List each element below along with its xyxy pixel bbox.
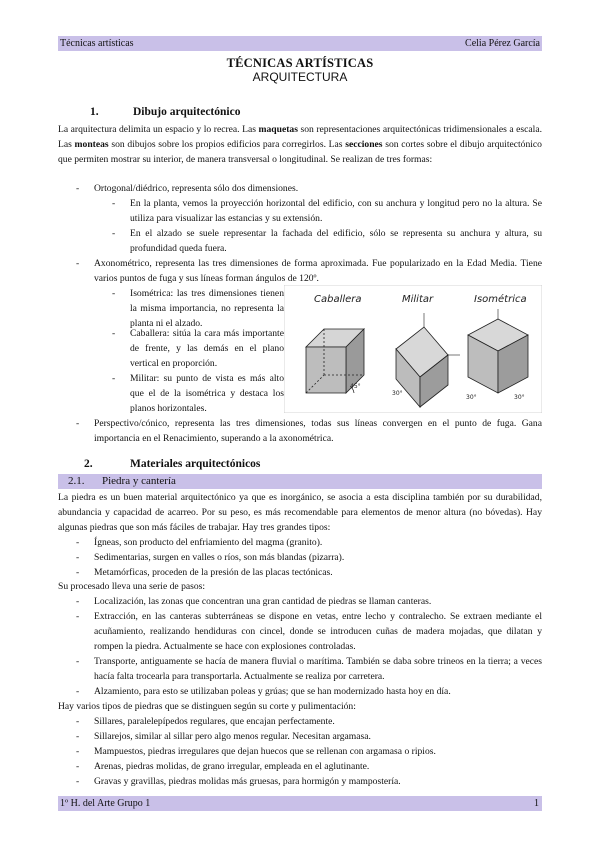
sub-bullet-planta: En la planta, vemos la proyección horizontal del edificio, con su anchura y longitud pero no la altura. Se utiliza para visualizar las estancias y su extensión.: [130, 198, 542, 224]
bullet-dash: -: [76, 611, 80, 622]
bullet-dash: -: [76, 686, 80, 697]
page-header: [58, 36, 542, 51]
section-1-title: Dibujo arquitectónico: [133, 106, 241, 118]
document-title: TÉCNICAS ARTÍSTICAS: [226, 56, 374, 70]
bullet-dash: -: [112, 328, 116, 339]
piedra-item: Sillares, paralelepípedos regulares, que encajan perfectamente.: [94, 716, 335, 727]
figure-label-isometrica: Isométrica: [474, 294, 527, 305]
document-subtitle: ARQUITECTURA: [252, 70, 348, 84]
piedra-item: Gravas y gravillas, piedras molidas más gruesas, para hormigón y mampostería.: [94, 776, 401, 787]
header-left: Técnicas artísticas: [60, 38, 134, 49]
intro-text-4: son cortes sobre el dibujo arquitectónico que permiten mostrar su interior, de manera transversal o longitudinal. Se realizan de tres formas:: [58, 139, 542, 165]
piedra-item: Arenas, piedras molidas, de grano irregular, empleada en el aglutinante.: [94, 761, 370, 772]
section-2-title: Materiales arquitectónicos: [130, 458, 261, 470]
sub-bullet-alzado: En el alzado se suele representar la fachada del edificio, sólo se representa su anchura y altura, su profundidad queda fuera.: [130, 228, 542, 254]
axonometric-projections-figure: [284, 285, 542, 413]
bullet-dash: -: [76, 552, 80, 563]
figure-label-caballera: Caballera: [314, 294, 362, 305]
paso-item: Alzamiento, para esto se utilizaban poleas y grúas; que se han modernizado hasta hoy en día.: [94, 686, 451, 697]
bullet-ortogonal: Ortogonal/diédrico, representa sólo dos dimensiones.: [94, 183, 299, 194]
subsection-2-1-heading: [58, 474, 542, 489]
angle-label-30-militar: 30°: [392, 390, 403, 397]
bullet-dash: -: [76, 746, 80, 757]
paso-item: Transporte, antiguamente se hacía de manera fluvial o marítima. También se daba sobre trineos en la tierra; a veces hacía falta trocearla para transportarla. Actualmente se realiza por carretera.: [94, 656, 542, 682]
tipo-item: Ígneas, son producto del enfriamiento del magma (granito).: [94, 537, 323, 548]
bullet-dash: -: [76, 567, 80, 578]
subsection-2-1-title: Piedra y cantería: [102, 475, 176, 487]
bullet-dash: -: [76, 716, 80, 727]
bullet-dash: -: [76, 731, 80, 742]
bullet-dash: -: [76, 418, 80, 429]
paso-item: Extracción, en las canteras subterráneas se dispone en vetas, entre lecho y contralecho. Se extraen mediante el acuñamiento, realizando hendiduras con cincel, donde se introducen cuñas de madera mojadas, que dilatan y rompen la piedra. Actualmente se hace con explosiones controladas.: [94, 611, 542, 652]
section-1-number: 1.: [90, 106, 99, 118]
sub-bullet-militar: Militar: su punto de vista es más alto que el de la isométrica y destaca los planos horizontales.: [130, 373, 284, 414]
figure-label-militar: Militar: [402, 294, 434, 305]
piedra-paragraph: La piedra es un buen material arquitectónico ya que es inorgánico, se asocia a esta disciplina también por su durabilidad, abundancia y capacidad de acarreo. Por su peso, es más recomendable para elementos de menor altura (no bóvedas). Hay algunas piedras que son más fáciles de trabajar. Hay tres grandes tipos:: [58, 492, 542, 533]
intro-text-1: La arquitectura delimita un espacio y lo recrea. Las: [58, 124, 259, 135]
tipo-item: Sedimentarias, surgen en valles o ríos, son más blandas (pizarra).: [94, 552, 345, 563]
bullet-perspectivo: Perspectivo/cónico, representa las tres dimensiones, todas sus líneas convergen en el punto de fuga. Gana importancia en el Renacimiento, superando a la axonométrica.: [94, 418, 542, 444]
intro-text-2: son representaciones arquitectónicas tridimensionales a escala. Las: [58, 124, 542, 150]
intro-term-maquetas: maquetas: [258, 124, 298, 135]
bullet-dash: -: [76, 656, 80, 667]
bullet-dash: -: [76, 596, 80, 607]
bullet-dash: -: [76, 537, 80, 548]
tipos-piedras-paragraph: Hay varios tipos de piedras que se distinguen según su corte y pulimentación:: [58, 701, 356, 712]
procesado-paragraph: Su procesado lleva una serie de pasos:: [58, 581, 206, 592]
paso-item: Localización, las zonas que concentran una gran cantidad de piedras se llaman canteras.: [94, 596, 432, 607]
bullet-dash: -: [76, 258, 80, 269]
bullet-axonometrico: Axonométrico, representa las tres dimensiones de forma aproximada. Fue popularizado en la Edad Media. Tiene varios puntos de fuga y sus líneas forman ángulos de 120º.: [94, 258, 542, 284]
bullet-dash: -: [76, 183, 80, 194]
sub-bullet-isometrica: Isométrica: las tres dimensiones tienen la misma importancia, no representa la planta ni el alzado.: [130, 288, 284, 329]
piedra-item: Mampuestos, piedras irregulares que dejan huecos que se rellenan con argamasa o ripios.: [94, 746, 436, 757]
footer-left: 1º H. del Arte Grupo 1: [60, 798, 151, 809]
angle-label-30-iso-right: 30°: [514, 394, 525, 401]
angle-label-30-iso-left: 30°: [466, 394, 477, 401]
tipo-item: Metamórficas, proceden de la presión de las placas tectónicas.: [94, 567, 333, 578]
bullet-dash: -: [76, 761, 80, 772]
bullet-dash: -: [112, 198, 116, 209]
intro-term-monteas: monteas: [74, 139, 109, 150]
header-right: Celia Pérez García: [465, 38, 540, 49]
intro-term-secciones: secciones: [345, 139, 383, 150]
section-1-intro: [58, 122, 542, 167]
bullet-dash: -: [112, 288, 116, 299]
bullet-dash: -: [112, 228, 116, 239]
page-footer: [58, 796, 542, 811]
piedra-item: Sillarejos, similar al sillar pero algo menos regular. Necesitan argamasa.: [94, 731, 371, 742]
intro-text-3: son dibujos sobre los propios edificios para corregirlos. Las: [108, 139, 346, 150]
section-2-number: 2.: [84, 458, 93, 470]
sub-bullet-caballera: Caballera: sitúa la cara más importante de frente, y las demás en el plano vertical en proporción.: [130, 328, 284, 369]
page-number: 1: [534, 798, 539, 809]
angle-label-45: 45°: [350, 383, 361, 390]
bullet-dash: -: [112, 373, 116, 384]
subsection-2-1-number: 2.1.: [68, 475, 85, 487]
bullet-dash: -: [76, 776, 80, 787]
